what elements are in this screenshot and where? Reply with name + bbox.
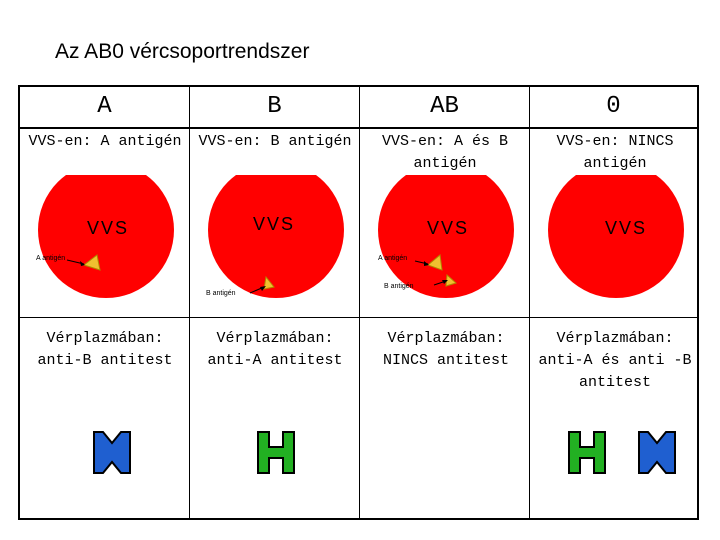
plasma-text-a: Vérplazmában: anti-B antitest [37,330,173,369]
red-cell-a-diagram [20,175,189,317]
antigen-text-0: VVS-en: NINCS antigén [556,133,674,172]
red-cell-ab-diagram [360,175,529,317]
anti-b-antibody-shape [94,432,130,473]
antigen-text-a: VVS-en: A antigén [28,133,182,150]
plasma-text-ab: Vérplazmában: NINCS antitest [382,330,510,369]
cell-label: VVS [252,214,296,234]
anti-a-antibody-icon [256,430,298,475]
antigen-label: B antigén [206,290,236,297]
red-cell-0-diagram [530,175,697,317]
anti-a-antibody-shape [569,432,605,473]
page-title: Az AB0 vércsoportrendszer [55,40,310,63]
antigen-label: A antigén [36,255,66,262]
red-cell-b-diagram [190,175,359,317]
plasma-text-0: Vérplazmában: anti-A és anti -B antitest [538,330,692,391]
antigen-text-ab: VVS-en: A és B antigén [381,133,509,172]
anti-b-antibody-icon [92,430,134,475]
antigen-text-b: VVS-en: B antigén [198,133,352,150]
anti-a-antibody-icon [567,430,609,475]
anti-b-antibody-icon [637,430,679,475]
anti-a-antibody-shape [258,432,294,473]
red-blood-cell [208,175,344,298]
cell-label: VVS [604,218,648,238]
header-a: A [97,93,112,120]
row-divider [20,317,697,318]
cell-label: VVS [86,218,130,238]
header-0: 0 [606,93,621,120]
antigen-label-a: A antigén [378,255,408,262]
anti-b-antibody-shape [639,432,675,473]
plasma-text-b: Vérplazmában: anti-A antitest [207,330,343,369]
antigen-label-b: B antigén [384,283,414,290]
header-b: B [267,93,282,120]
blood-group-table [18,85,699,520]
cell-label: VVS [426,218,470,238]
header-ab: AB [430,93,459,120]
